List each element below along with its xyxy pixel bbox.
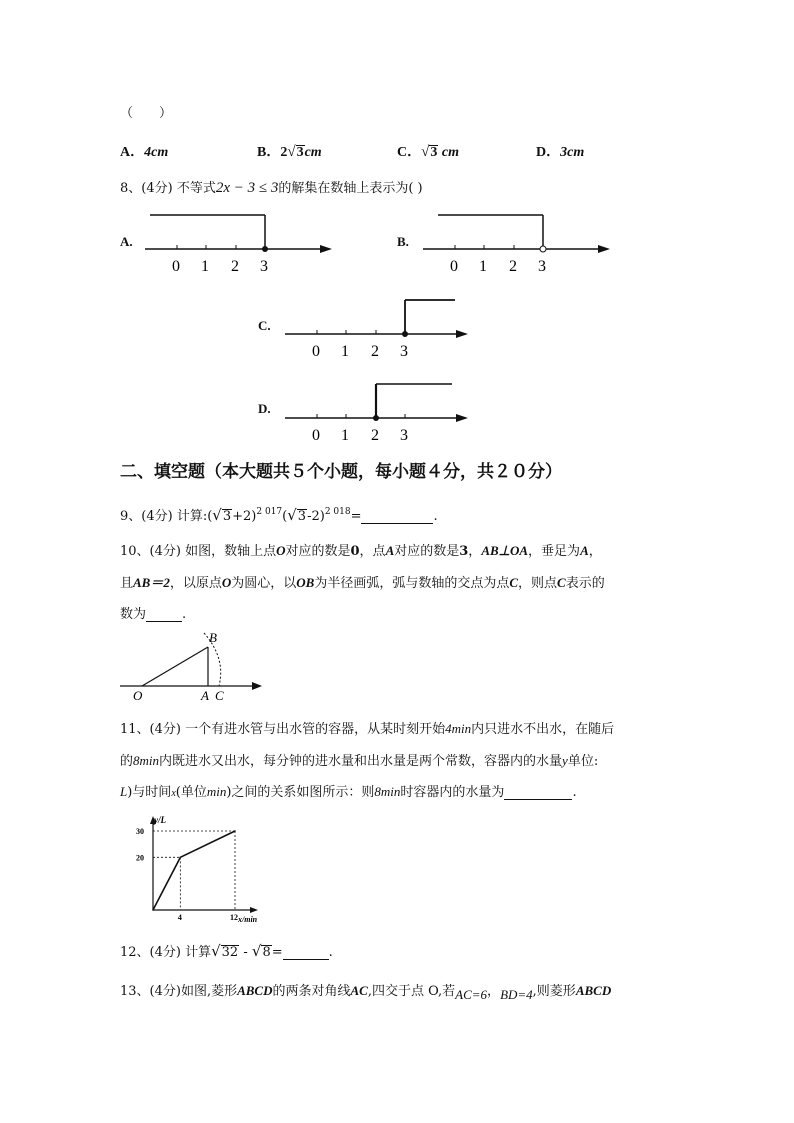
q8-question: 8、(4分) 不等式2x − 3 ≤ 3的解集在数轴上表示为( ) [120, 180, 423, 196]
tick-2: 2 [371, 427, 379, 444]
q8-option-a-label: A. [120, 234, 133, 249]
q7-option-a: A．4cm [120, 145, 169, 160]
q7-option-b: B．2√3cm [257, 144, 322, 160]
label-A: A [201, 688, 209, 703]
x-axis-label: x/min [238, 915, 258, 924]
q8-option-d-label: D. [258, 401, 271, 416]
q8-numberline-c [280, 290, 480, 362]
q8-numberline-a [140, 205, 340, 277]
q9-question: 9、(4分) 计算$:(√3+2)^{2 017}(√3-2)^{2 018}=$ . [120, 506, 438, 524]
tick-2: 2 [231, 258, 239, 275]
open-point [540, 246, 546, 252]
closed-point [262, 246, 268, 252]
data-point-0 [152, 909, 154, 911]
tick-1: 1 [479, 258, 487, 275]
tick-1: 1 [341, 343, 349, 360]
q11-chart [134, 812, 264, 924]
data-point-2 [234, 830, 236, 832]
q8-option-b-label: B. [397, 234, 409, 249]
q11-answer-blank [504, 787, 572, 800]
q8-numberline-b [418, 205, 618, 277]
q10-figure [118, 628, 268, 704]
q7-option-c: C．√3 cm [397, 144, 459, 160]
q12-question: 12、(4分) 计算√32 - √8= . [120, 942, 333, 960]
tick-0: 0 [450, 258, 458, 275]
tick-0: 0 [172, 258, 180, 275]
tick-2: 2 [371, 343, 379, 360]
q8-numberline-d [280, 374, 480, 446]
tick-3: 3 [400, 343, 408, 360]
label-O: O [133, 688, 143, 703]
tick-1: 1 [201, 258, 209, 275]
y-tick-20: 20 [136, 853, 144, 863]
x-tick-4: 4 [177, 913, 182, 922]
q7-answer-paren: （ ） [120, 106, 173, 121]
closed-point [402, 331, 408, 337]
tick-3: 3 [538, 258, 546, 275]
q11-line-2: 的8min内既进水又出水，每分钟的进水量和出水量是两个常数，容器内的水量y单位: [120, 753, 599, 769]
q12-answer-blank [283, 947, 329, 960]
tick-3: 3 [400, 427, 408, 444]
section-2-title: 二、填空题（本大题共５个小题，每小题４分，共２０分） [120, 462, 562, 482]
x-tick-12: 12 [230, 913, 238, 922]
tick-2: 2 [509, 258, 517, 275]
tick-1: 1 [341, 427, 349, 444]
q10-line-2: 且AB＝2，以原点O为圆心，以OB为半径画弧，弧与数轴的交点为点C，则点C表示的 [120, 575, 605, 591]
label-C: C [215, 688, 224, 703]
tick-3: 3 [260, 258, 268, 275]
closed-point [373, 415, 379, 421]
q10-line-3: 数为 . [120, 607, 187, 622]
y-axis-label: y/L [154, 815, 166, 825]
q9-answer-blank [361, 511, 433, 524]
q10-answer-blank [146, 609, 182, 622]
data-point-1 [180, 857, 182, 859]
label-B: B [209, 630, 217, 645]
q10-line-1: 10、(4分) 如图，数轴上点O对应的数是0，点A对应的数是3，AB⊥OA，垂足为A， [120, 543, 602, 559]
tick-0: 0 [312, 427, 320, 444]
q11-line-1: 11、(4分) 一个有进水管与出水管的容器，从某时刻开始4min内只进水不出水，在随后 [120, 721, 615, 737]
series-line [153, 831, 235, 910]
tick-0: 0 [312, 343, 320, 360]
q11-line-3: L)与时间x(单位min)之间的关系如图所示：则8min时容器内的水量为 . [120, 784, 577, 800]
q7-option-d: D．3cm [536, 145, 585, 160]
q13-line-1: 13、(4分)如图,菱形ABCD的两条对角线AC,四交于点 O,若AC=6，BD=4,则菱形ABCD [120, 983, 612, 1002]
q8-option-c-label: C. [258, 318, 271, 333]
y-tick-30: 30 [136, 827, 144, 836]
